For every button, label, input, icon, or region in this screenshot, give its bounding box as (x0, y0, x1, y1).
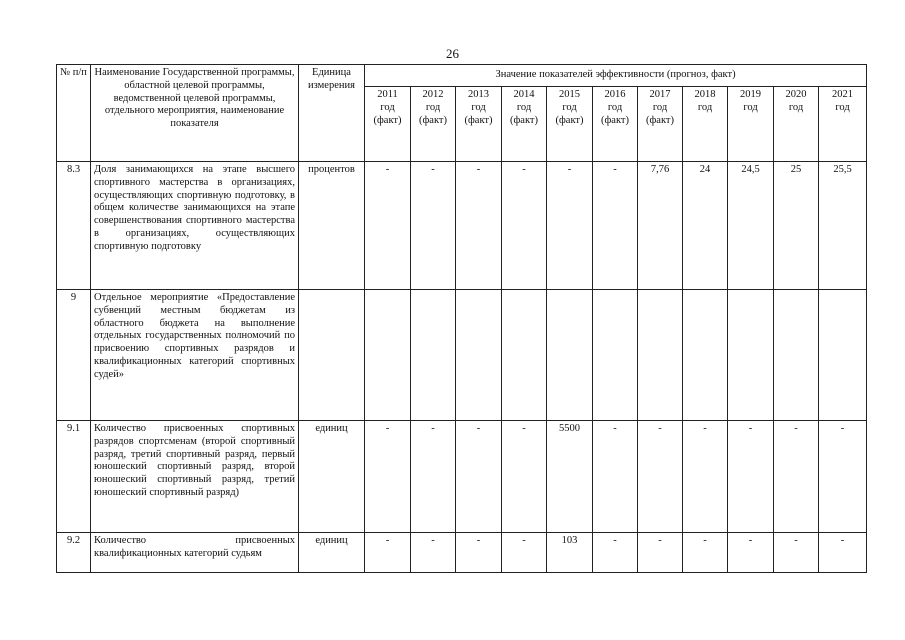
row-num: 9.2 (57, 533, 91, 573)
row-value: - (411, 421, 456, 533)
header-year-2013: 2013 год (факт) (456, 87, 502, 162)
header-year-2014: 2014 год (факт) (502, 87, 547, 162)
row-value: - (638, 421, 683, 533)
header-year-2021: 2021 год (819, 87, 867, 162)
row-value (683, 290, 728, 421)
row-value (547, 290, 593, 421)
table-row (57, 162, 867, 290)
row-value (774, 290, 819, 421)
row-value: - (593, 421, 638, 533)
row-value (728, 290, 774, 421)
header-year-2018: 2018 год (683, 87, 728, 162)
row-value: - (411, 162, 456, 290)
row-value: - (502, 421, 547, 533)
row-num: 9.1 (57, 421, 91, 533)
row-value: - (456, 533, 502, 573)
header-row-1 (57, 65, 867, 87)
row-value: 24 (683, 162, 728, 290)
row-value: - (456, 421, 502, 533)
row-value (502, 290, 547, 421)
row-value (638, 290, 683, 421)
header-year-2011: 2011 год (факт) (365, 87, 411, 162)
row-num: 8.3 (57, 162, 91, 290)
header-name: Наименование Государственной программы, областной целевой программы, ведомственной целевой программы, отдельного мероприятия, наименование показателя (91, 65, 299, 162)
page-number: 26 (446, 46, 459, 61)
header-year-2012: 2012 год (факт) (411, 87, 456, 162)
header-year-2020: 2020 год (774, 87, 819, 162)
row-value (365, 290, 411, 421)
header-values-group: Значение показателей эффективности (прогноз, факт) (365, 65, 867, 87)
header-num: № п/п (57, 65, 91, 162)
row-value: - (593, 533, 638, 573)
row-unit (299, 290, 365, 421)
row-num: 9 (57, 290, 91, 421)
table-row (57, 421, 867, 533)
row-value: - (774, 421, 819, 533)
row-value: 5500 (547, 421, 593, 533)
row-value: 7,76 (638, 162, 683, 290)
row-unit: единиц (299, 533, 365, 573)
header-unit: Единица измерения (299, 65, 365, 162)
row-value (819, 290, 867, 421)
row-value: - (728, 533, 774, 573)
row-value (593, 290, 638, 421)
row-value: - (774, 533, 819, 573)
row-value: - (411, 533, 456, 573)
row-value: - (683, 421, 728, 533)
row-value: 103 (547, 533, 593, 573)
row-value: - (638, 533, 683, 573)
header-year-2019: 2019 год (728, 87, 774, 162)
indicators-table (56, 64, 867, 573)
row-value (411, 290, 456, 421)
row-value: - (819, 421, 867, 533)
row-value: - (728, 421, 774, 533)
row-value: - (593, 162, 638, 290)
row-value: 25,5 (819, 162, 867, 290)
row-value (456, 290, 502, 421)
row-value: - (819, 533, 867, 573)
table-row (57, 290, 867, 421)
row-value: - (547, 162, 593, 290)
row-name: Отдельное мероприятие «Предоставление субвенций местным бюджетам из областного бюджета на выполнение отдельных государственных полномочий по присвоению спортивных разрядов и квалификационных категорий спортивных судей» (91, 290, 299, 421)
row-unit: единиц (299, 421, 365, 533)
row-value: - (456, 162, 502, 290)
row-value: - (502, 162, 547, 290)
row-value: 25 (774, 162, 819, 290)
row-unit: процентов (299, 162, 365, 290)
row-value: - (365, 421, 411, 533)
row-name: Доля занимающихся на этапе высшего спортивного мастерства в организациях, осуществляющих спортивную подготовку, в общем количестве занимающихся на этапе совершенствования спортивного мастерства в организациях, осуществляющих спортивную подготовку (91, 162, 299, 290)
row-name: Количество присвоенных квалификационных категорий судьям (91, 533, 299, 573)
row-value: - (365, 162, 411, 290)
row-value: - (365, 533, 411, 573)
row-value: 24,5 (728, 162, 774, 290)
table-row (57, 533, 867, 573)
row-name: Количество присвоенных спортивных разрядов спортсменам (второй спортивный разряд, третий спортивный разряд, первый юношеский спортивный разряд, второй юношеский спортивный разряд, третий юношеский спортивный разряд) (91, 421, 299, 533)
row-value: - (502, 533, 547, 573)
header-year-2015: 2015 год (факт) (547, 87, 593, 162)
row-value: - (683, 533, 728, 573)
header-year-2017: 2017 год (факт) (638, 87, 683, 162)
header-year-2016: 2016 год (факт) (593, 87, 638, 162)
